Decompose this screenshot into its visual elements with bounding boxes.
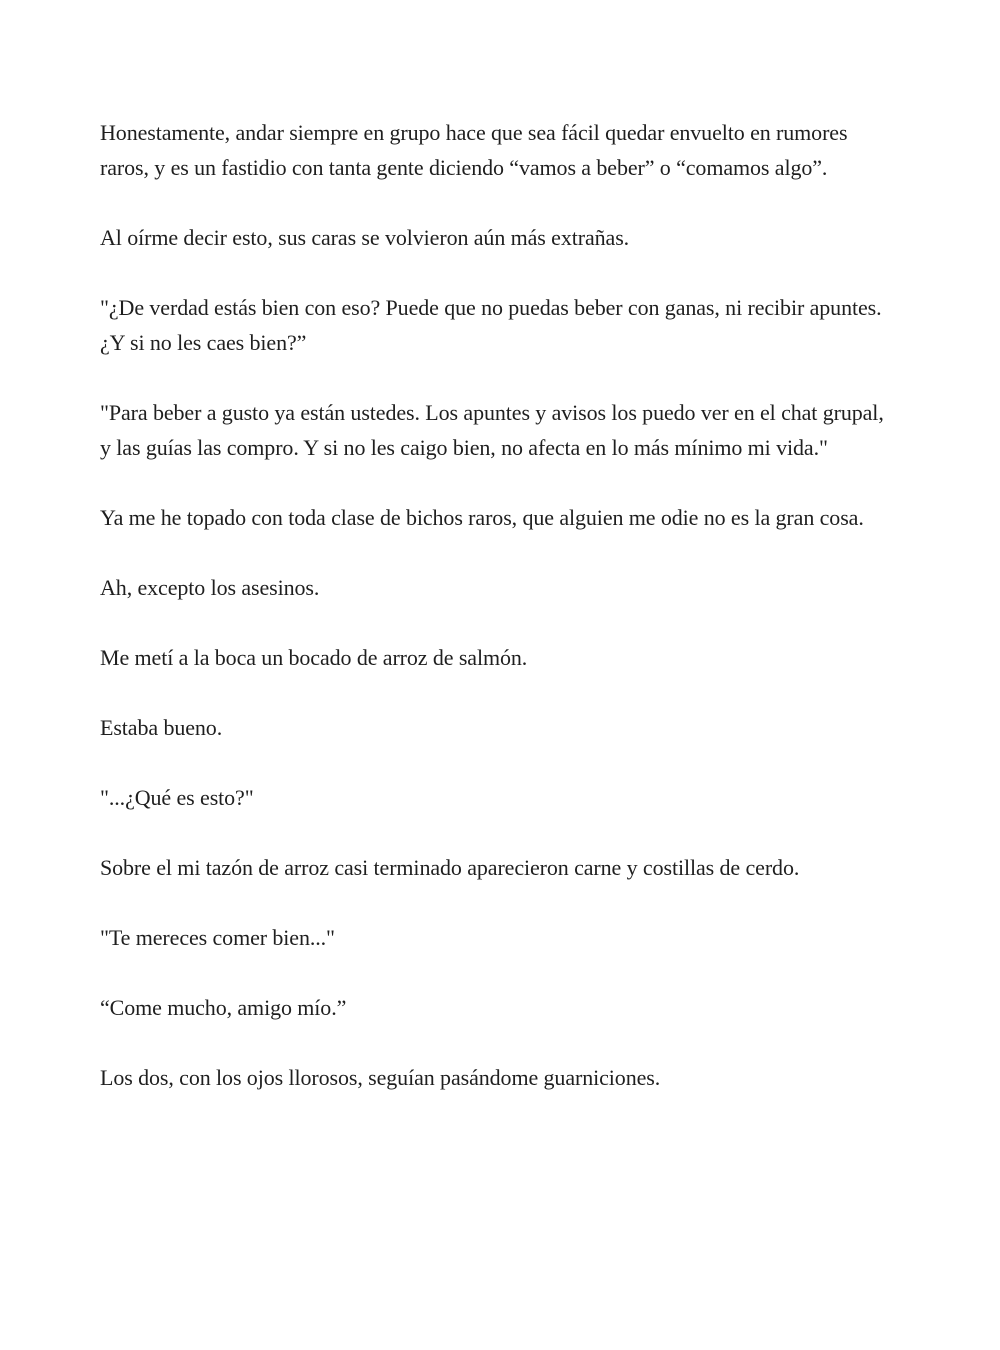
document-body <box>100 115 900 1130</box>
paragraph-9: "...¿Qué es esto?" <box>100 785 254 810</box>
paragraph-7: Me metí a la boca un bocado de arroz de salmón. <box>100 645 528 670</box>
paragraph-6: Ah, excepto los asesinos. <box>100 575 320 600</box>
paragraph-1: Honestamente, andar siempre en grupo hace que sea fácil quedar envuelto en rumores raros, y es un fastidio con tanta gente diciendo “vamos a beber” o “comamos algo”. <box>100 120 848 180</box>
paragraph-13: Los dos, con los ojos llorosos, seguían pasándome guarniciones. <box>100 1065 661 1090</box>
paragraph-12: “Come mucho, amigo mío.” <box>100 995 347 1020</box>
paragraph-5: Ya me he topado con toda clase de bichos raros, que alguien me odie no es la gran cosa. <box>100 505 864 530</box>
paragraph-8: Estaba bueno. <box>100 715 223 740</box>
paragraph-10: Sobre el mi tazón de arroz casi terminado aparecieron carne y costillas de cerdo. <box>100 855 800 880</box>
paragraph-11: "Te mereces comer bien..." <box>100 925 335 950</box>
paragraph-2: Al oírme decir esto, sus caras se volvieron aún más extrañas. <box>100 225 630 250</box>
paragraph-4: "Para beber a gusto ya están ustedes. Los apuntes y avisos los puedo ver en el chat grupal, y las guías las compro. Y si no les caigo bien, no afecta en lo más mínimo mi vida." <box>100 400 884 460</box>
paragraph-3: "¿De verdad estás bien con eso? Puede que no puedas beber con ganas, ni recibir apuntes. ¿Y si no les caes bien?” <box>100 295 882 355</box>
